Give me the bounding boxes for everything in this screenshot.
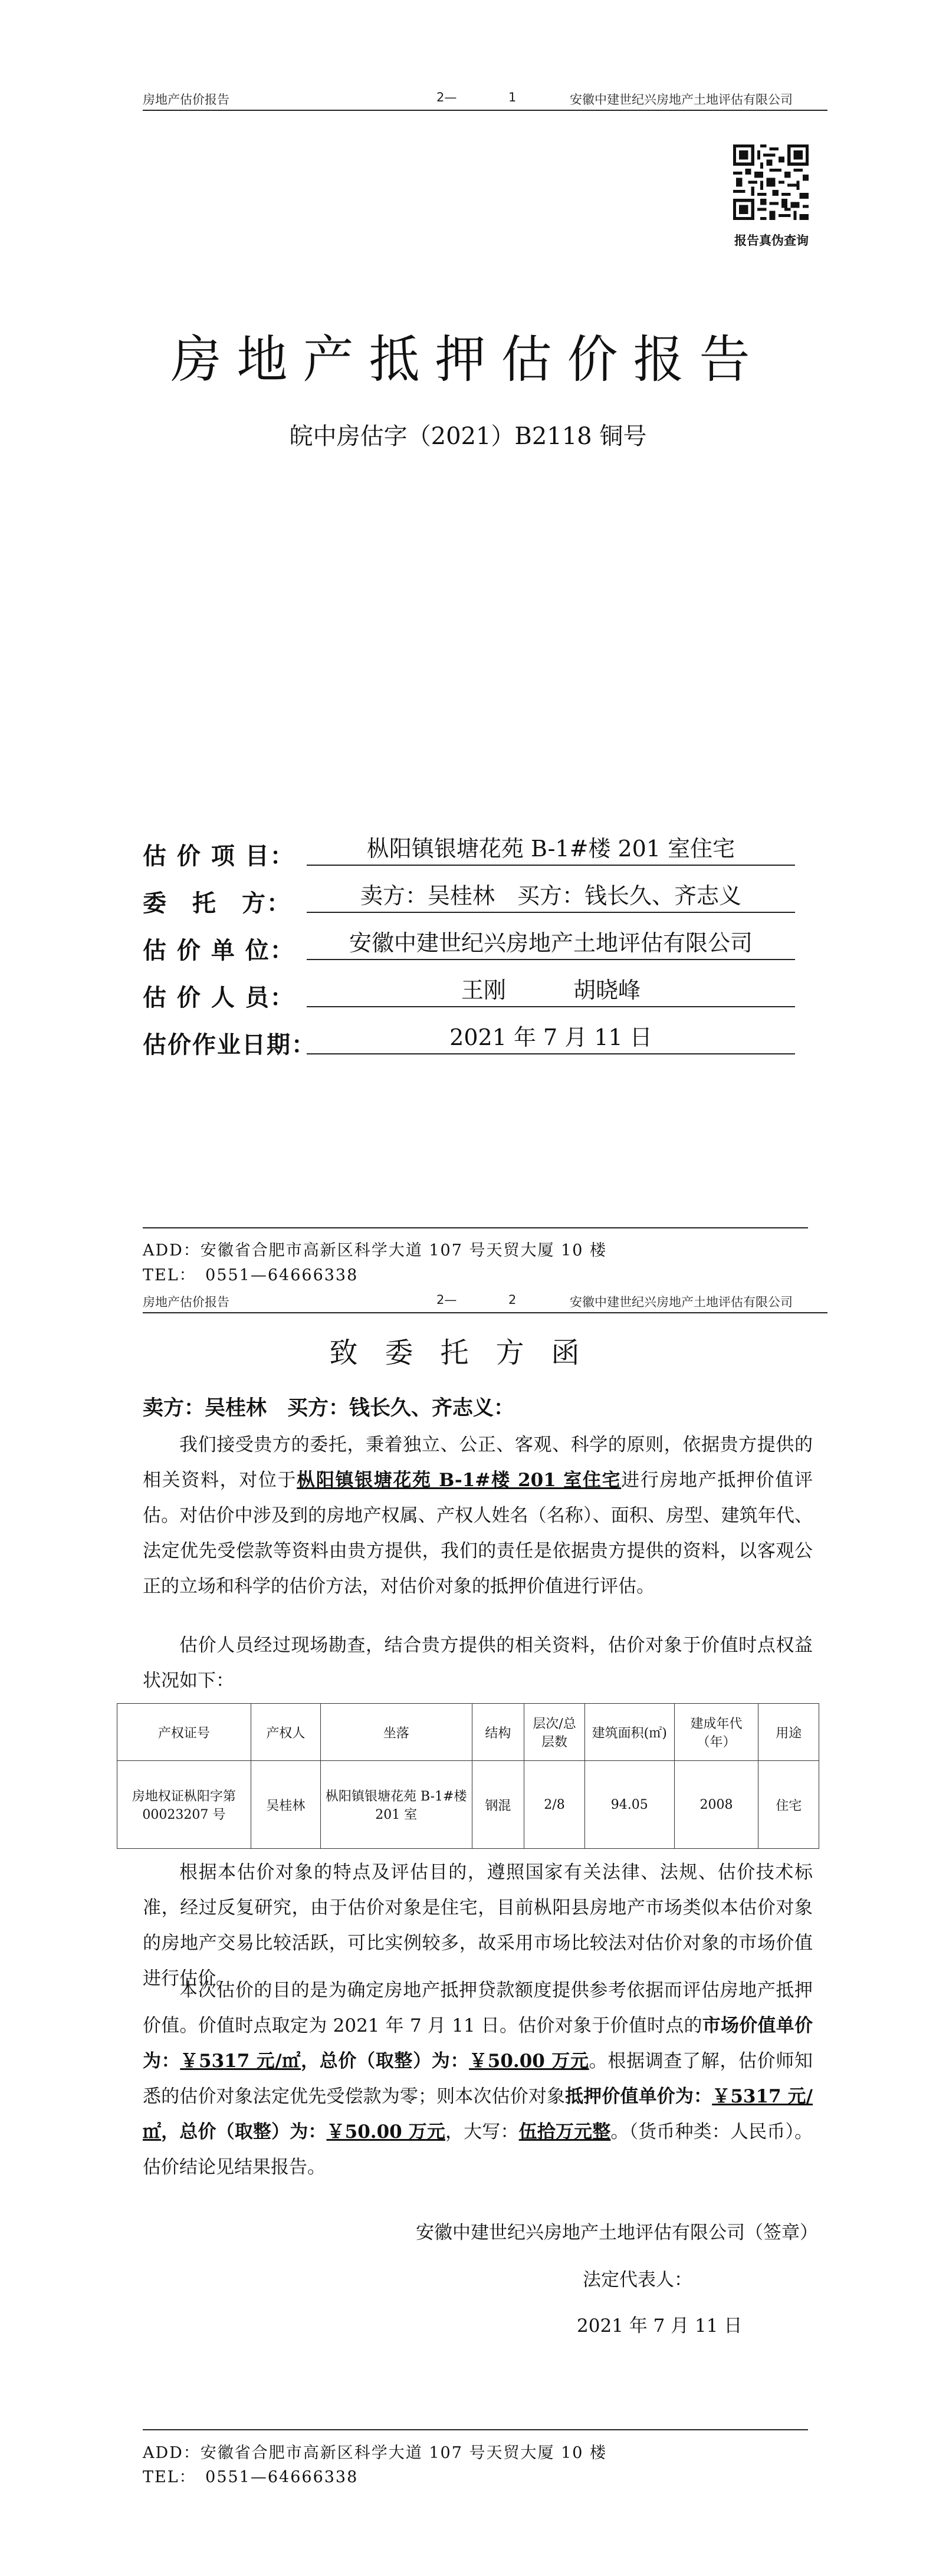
- field-value-appraiser-unit: 安徽中建世纪兴房地产土地评估有限公司: [307, 928, 795, 960]
- paragraph-text: 进行房地产抵押价值评估。对估价中涉及到的房地产权属、产权人姓名（名称）、面积、房型、建筑年代、法定优先受偿款等资料由贵方提供，我们的责任是依据贵方提供的资料，以客观公正的立场和科学的估价方法，对估价对象的抵押价值进行评估。: [143, 1470, 813, 1597]
- col-owner: 产权人: [251, 1704, 320, 1761]
- market-unit-price: ￥5317 元/㎡: [180, 2051, 301, 2072]
- header-rule: [143, 1312, 827, 1313]
- cell-structure: 钢混: [472, 1761, 524, 1849]
- header-page-number: 1: [508, 90, 517, 104]
- market-total-price: ￥50.00 万元: [469, 2051, 589, 2072]
- field-label-appraisers: 估 价 人 员：: [143, 984, 295, 1011]
- signature-date: 2021 年 7 月 11 日: [577, 2315, 743, 2337]
- footer-rule: [143, 2429, 808, 2430]
- field-value-client: 卖方：吴桂林 买方：钱长久、齐志义: [307, 881, 795, 913]
- cell-use: 住宅: [758, 1761, 819, 1849]
- paragraph-engagement: [143, 1427, 813, 1604]
- field-value-project: 枞阳镇银塘花苑 B-1#楼 201 室住宅: [307, 834, 795, 866]
- paragraph-text: 。根据调查了解，估价师知悉的估价对象法定优先受偿款为零；则本次估价对象: [143, 2051, 813, 2107]
- col-location: 坐落: [320, 1704, 472, 1761]
- paragraph-text: 我们接受贵方的委托，秉着独立、公正、客观、科学的原则，依据贵方提供的相关资料，对位于: [143, 1434, 813, 1491]
- col-floor: 层次/总层数: [524, 1704, 585, 1761]
- field-value-work-date: 2021 年 7 月 11 日: [307, 1023, 795, 1054]
- mortgage-unit-label: 抵押价值单价为：: [565, 2086, 712, 2107]
- paragraph-method: 根据本估价对象的特点及评估目的，遵照国家有关法律、法规、估价技术标准，经过反复研究，由于估价对象是住宅，目前枞阳县房地产市场类似本估价对象的房地产交易比较活跃，可比实例较多，故采用市场比较法对估价对象的市场价值进行估价。: [143, 1862, 813, 1989]
- letter-salutation: 卖方：吴桂林 买方：钱长久、齐志义：: [143, 1396, 515, 1420]
- footer-address: ADD：安徽省合肥市高新区科学大道 107 号天贸大厦 10 楼: [143, 1241, 607, 1260]
- mortgage-unit-price: ￥5317 元/㎡: [143, 2086, 813, 2143]
- cell-area: 94.05: [584, 1761, 674, 1849]
- header-left: 房地产估价报告: [143, 93, 229, 107]
- table-row: [117, 1761, 819, 1849]
- col-year-built: 建成年代（年）: [674, 1704, 758, 1761]
- footer-telephone: TEL： 0551—64666338: [143, 2468, 359, 2486]
- paragraph-conclusion: [143, 1973, 813, 2185]
- report-title: 房地产抵押估价报告: [170, 330, 766, 389]
- report-number: 皖中房估字（2021）B2118 铜号: [289, 423, 647, 450]
- field-label-client: 委 托 方：: [143, 889, 291, 917]
- col-certificate: 产权证号: [117, 1704, 251, 1761]
- paragraph-inspection: 估价人员经过现场勘查，结合贵方提供的相关资料，估价对象于价值时点权益状况如下：: [143, 1635, 813, 1691]
- market-total-label: ，总价（取整）为：: [301, 2051, 469, 2072]
- property-rights-table: [117, 1703, 819, 1849]
- header-page-number: 2: [508, 1293, 517, 1307]
- field-value-appraisers: 王刚 胡晓峰: [307, 975, 795, 1007]
- footer-address: ADD：安徽省合肥市高新区科学大道 107 号天贸大厦 10 楼: [143, 2444, 607, 2462]
- cell-certificate: 房地权证枞阳字第00023207 号: [117, 1761, 251, 1849]
- header-right: 安徽中建世纪兴房地产土地评估有限公司: [570, 93, 793, 107]
- field-label-project: 估 价 项 目：: [143, 842, 295, 870]
- header-right: 安徽中建世纪兴房地产土地评估有限公司: [570, 1295, 793, 1309]
- market-unit-label: 市场价值单价为：: [143, 2015, 813, 2072]
- footer-rule: [143, 1227, 808, 1228]
- footer-telephone: TEL： 0551—64666338: [143, 1266, 359, 1284]
- amount-in-words: 伍拾万元整: [518, 2121, 611, 2143]
- cell-owner: 吴桂林: [251, 1761, 320, 1849]
- header-rule: [143, 110, 827, 111]
- col-use: 用途: [758, 1704, 819, 1761]
- header-page-prefix: 2—: [436, 1293, 457, 1307]
- table-header-row: [117, 1704, 819, 1761]
- paragraph-text: 。（货币种类：人民币）。估价结论见结果报告。: [143, 2121, 813, 2178]
- mortgage-total-price: ￥50.00 万元: [326, 2121, 445, 2143]
- property-address: 枞阳镇银塘花苑 B-1#楼 201 室住宅: [297, 1470, 622, 1491]
- field-label-appraiser-unit: 估 价 单 位：: [143, 937, 295, 964]
- paragraph-text: ，大写：: [445, 2121, 519, 2143]
- col-structure: 结构: [472, 1704, 524, 1761]
- cell-year-built: 2008: [674, 1761, 758, 1849]
- col-area: 建筑面积(㎡): [584, 1704, 674, 1761]
- signature-representative: 法定代表人：: [583, 2269, 692, 2291]
- field-label-work-date: 估价作业日期：: [143, 1031, 316, 1059]
- qr-caption: 报告真伪查询: [734, 233, 809, 248]
- header-left: 房地产估价报告: [143, 1295, 229, 1309]
- mortgage-total-label: ，总价（取整）为：: [161, 2121, 327, 2143]
- letter-title: 致委托方函: [329, 1336, 607, 1369]
- cell-location: 枞阳镇银塘花苑 B-1#楼 201 室: [320, 1761, 472, 1849]
- paragraph-text: 本次估价的目的是为确定房地产抵押贷款额度提供参考依据而评估房地产抵押价值。价值时点取定为 2021 年 7 月 11 日。估价对象于价值时点的: [143, 1980, 813, 2036]
- signature-company: 安徽中建世纪兴房地产土地评估有限公司（签章）: [416, 2222, 818, 2243]
- header-page-prefix: 2—: [436, 90, 457, 104]
- qr-code-icon: [733, 144, 809, 220]
- cell-floor: 2/8: [524, 1761, 585, 1849]
